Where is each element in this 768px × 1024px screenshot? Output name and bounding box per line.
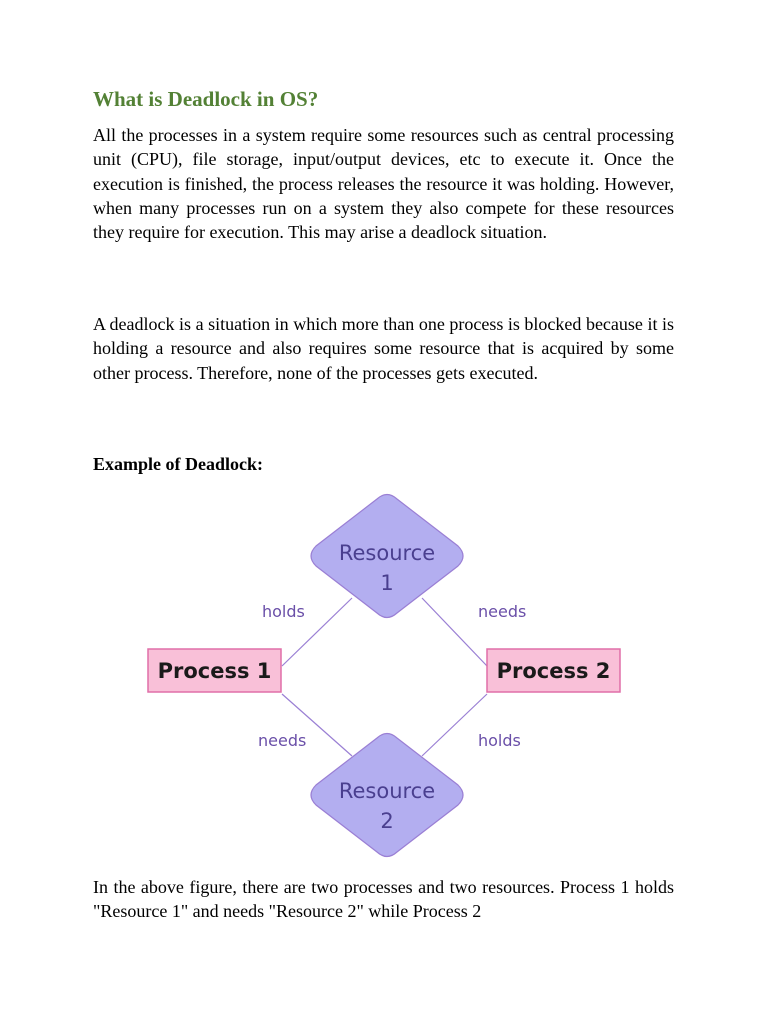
paragraph-intro: All the processes in a system require some resources such as central processing unit (CPU), file storage, input/output devices, etc to execute it. Once the execution is finished, the process releases the resource it was holding. However, when many processes run on a system they also compete for these resources they require for execution. This may arise a deadlock situation. — [93, 125, 674, 243]
resource-1-label: Resource — [338, 541, 436, 565]
process-2-label: Process 2 — [496, 659, 611, 683]
page-title: What is Deadlock in OS? — [93, 87, 319, 111]
edge-label-needs-resource1: needs — [478, 602, 527, 621]
deadlock-diagram — [140, 490, 630, 862]
process-1-node — [148, 649, 281, 692]
example-heading: Example of Deadlock: — [93, 454, 263, 474]
paragraph-definition: A deadlock is a situation in which more than one process is blocked because it is holding a resource and also requires some resource that is acquired by some other process. Therefore, none of the processes gets executed. — [93, 314, 674, 383]
edge-label-needs-resource2: needs — [258, 731, 307, 750]
resource-2-node — [311, 734, 463, 857]
edge-label-holds-resource2: holds — [478, 731, 521, 750]
resource-2-label: Resource — [338, 779, 436, 803]
resource-1-number: 1 — [380, 571, 394, 595]
process-2-node — [487, 649, 620, 692]
process-1-label: Process 1 — [157, 659, 272, 683]
paragraph-figure-explanation: In the above figure, there are two processes and two resources. Process 1 holds "Resource 1" and needs "Resource 2" while Process 2 — [93, 877, 674, 922]
edge-label-holds-resource1: holds — [262, 602, 305, 621]
resource-2-number: 2 — [380, 809, 394, 833]
resource-1-node — [311, 495, 463, 618]
